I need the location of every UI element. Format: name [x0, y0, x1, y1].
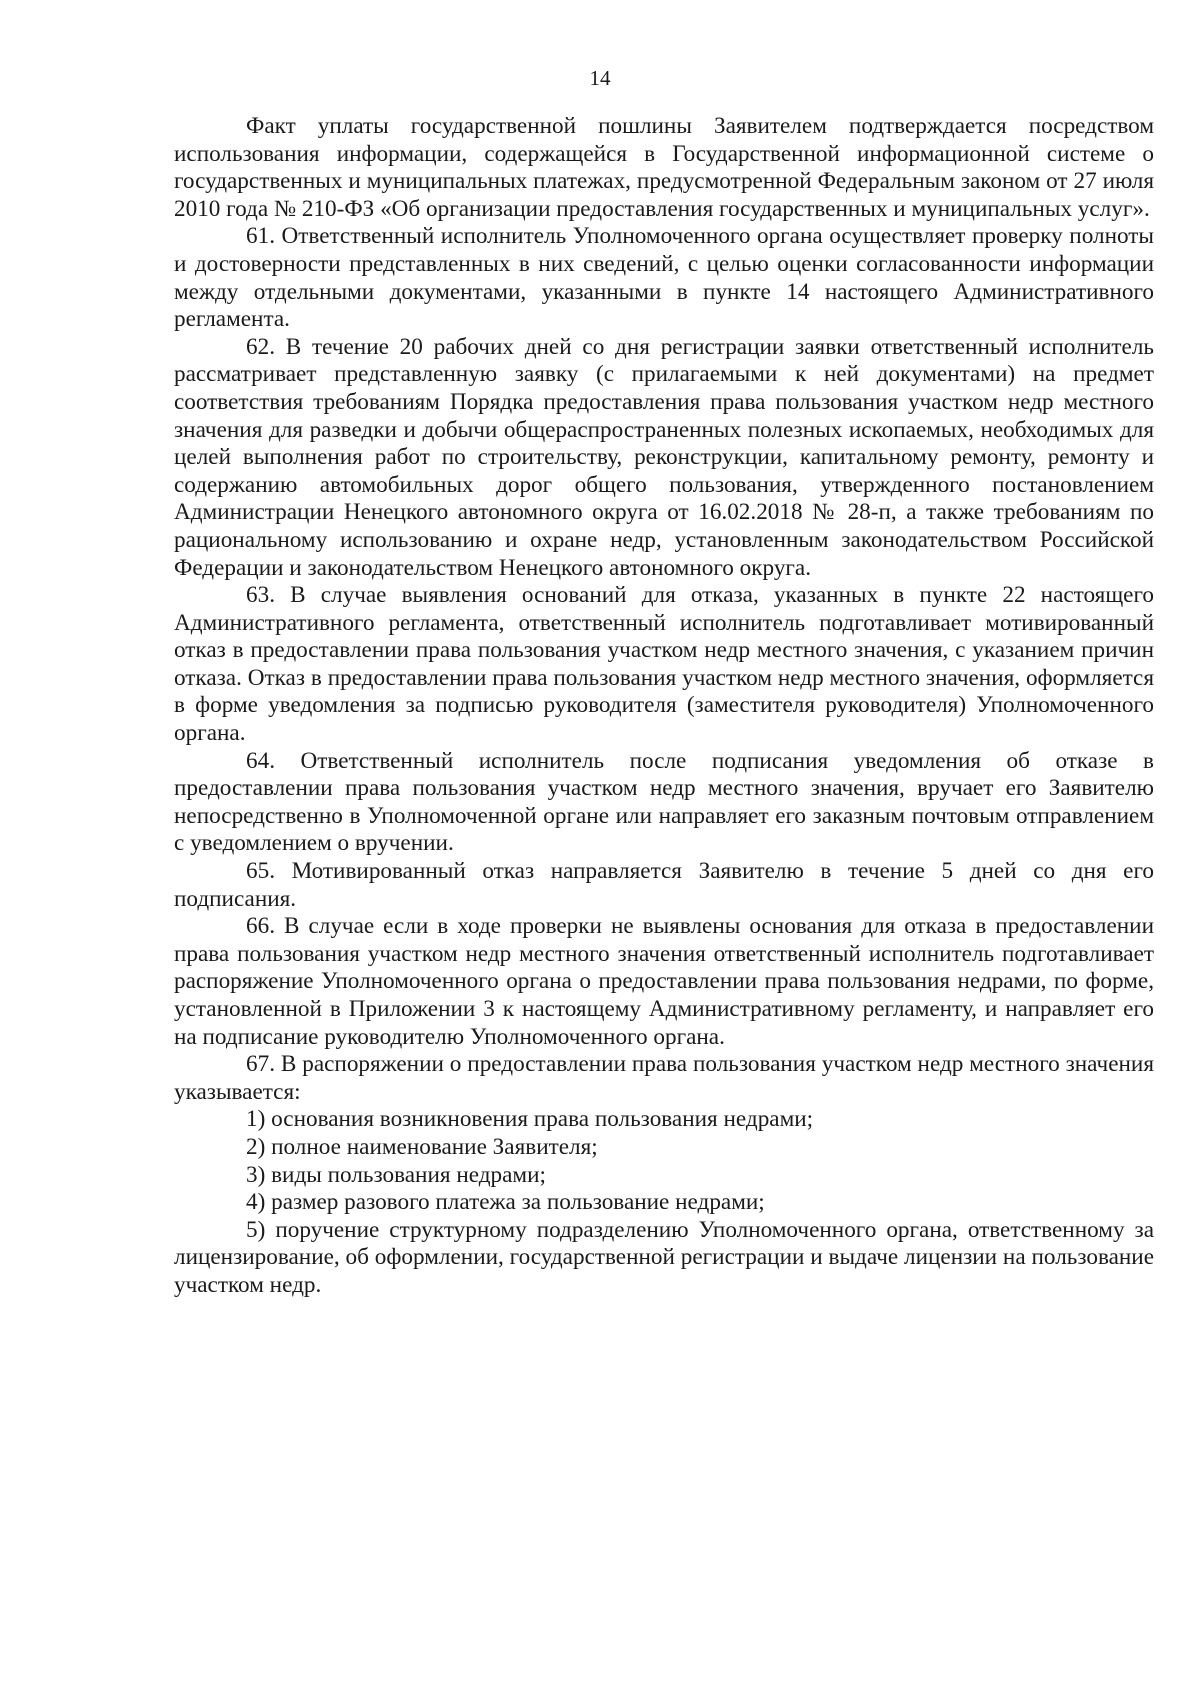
paragraph-66: 66. В случае если в ходе проверки не выявлены основания для отказа в предоставлении права пользования участком недр местного значения ответственный исполнитель подготавливает распоряжение Уполномоченного органа о предоставлении права пользования недрами, по форме, установленной в Приложении 3 к настоящему Административному регламенту, и направляет его на подписание руководителю Уполномоченного органа.: [174, 913, 1154, 1050]
paragraph-65: 65. Мотивированный отказ направляется Заявителю в течение 5 дней со дня его подписания.: [174, 858, 1154, 912]
list-item: 1) основания возникновения права пользования недрами;: [246, 1106, 814, 1133]
paragraph-63: 63. В случае выявления оснований для отказа, указанных в пункте 22 настоящего Административного регламента, ответственный исполнитель подготавливает мотивированный отказ в предоставлении права пользования участком недр местного значения, с указанием причин отказа. Отказ в предоставлении права пользования участком недр местного значения, оформляется в форме уведомления за подписью руководителя (заместителя руководителя) Уполномоченного органа.: [174, 582, 1154, 747]
list-item: 3) виды пользования недрами;: [246, 1161, 546, 1188]
paragraph-fee-payment: Факт уплаты государственной пошлины Заявителем подтверждается посредством использования информации, содержащейся в Государственной информационной системе о государственных и муниципальных платежах, предусмотренной Федеральным законом от 27 июля 2010 года № 210-ФЗ «Об организации предоставления государственных и муниципальных услуг».: [174, 113, 1154, 222]
paragraph-62: 62. В течение 20 рабочих дней со дня регистрации заявки ответственный исполнитель рассматривает представленную заявку (с прилагаемыми к ней документами) на предмет соответствия требованиям Порядка предоставления права пользования участком недр местного значения для разведки и добычи общераспространенных полезных ископаемых, необходимых для целей выполнения работ по строительству, реконструкции, капитальному ремонту, ремонту и содержанию автомобильных дорог общего пользования, утвержденного постановлением Администрации Ненецкого автономного округа от 16.02.2018 № 28-п, а также требованиям по рациональному использованию и охране недр, установленным законодательством Российской Федерации и законодательством Ненецкого автономного округа.: [174, 333, 1154, 581]
list-item: 4) размер разового платежа за пользование недрами;: [246, 1189, 765, 1216]
list-item-final: 5) поручение структурному подразделению Уполномоченного органа, ответственному за лицензирование, об оформлении, государственной регистрации и выдаче лицензии на пользование участком недр.: [174, 1216, 1154, 1298]
page-number: 14: [589, 66, 611, 90]
paragraph-61: 61. Ответственный исполнитель Уполномоченного органа осуществляет проверку полноты и достоверности представленных в них сведений, с целью оценки согласованности информации между отдельными документами, указанными в пункте 14 настоящего Административного регламента.: [174, 223, 1154, 333]
document-body: [174, 113, 1154, 1300]
list-item: 2) полное наименование Заявителя;: [246, 1133, 598, 1160]
paragraph-67: 67. В распоряжении о предоставлении права пользования участком недр местного значения указывается:: [174, 1051, 1154, 1105]
paragraph-64: 64. Ответственный исполнитель после подписания уведомления об отказе в предоставлении права пользования участком недр местного значения, вручает его Заявителю непосредственно в Уполномоченной органе или направляет его заказным почтовым отправлением с уведомлением о вручении.: [174, 747, 1154, 857]
